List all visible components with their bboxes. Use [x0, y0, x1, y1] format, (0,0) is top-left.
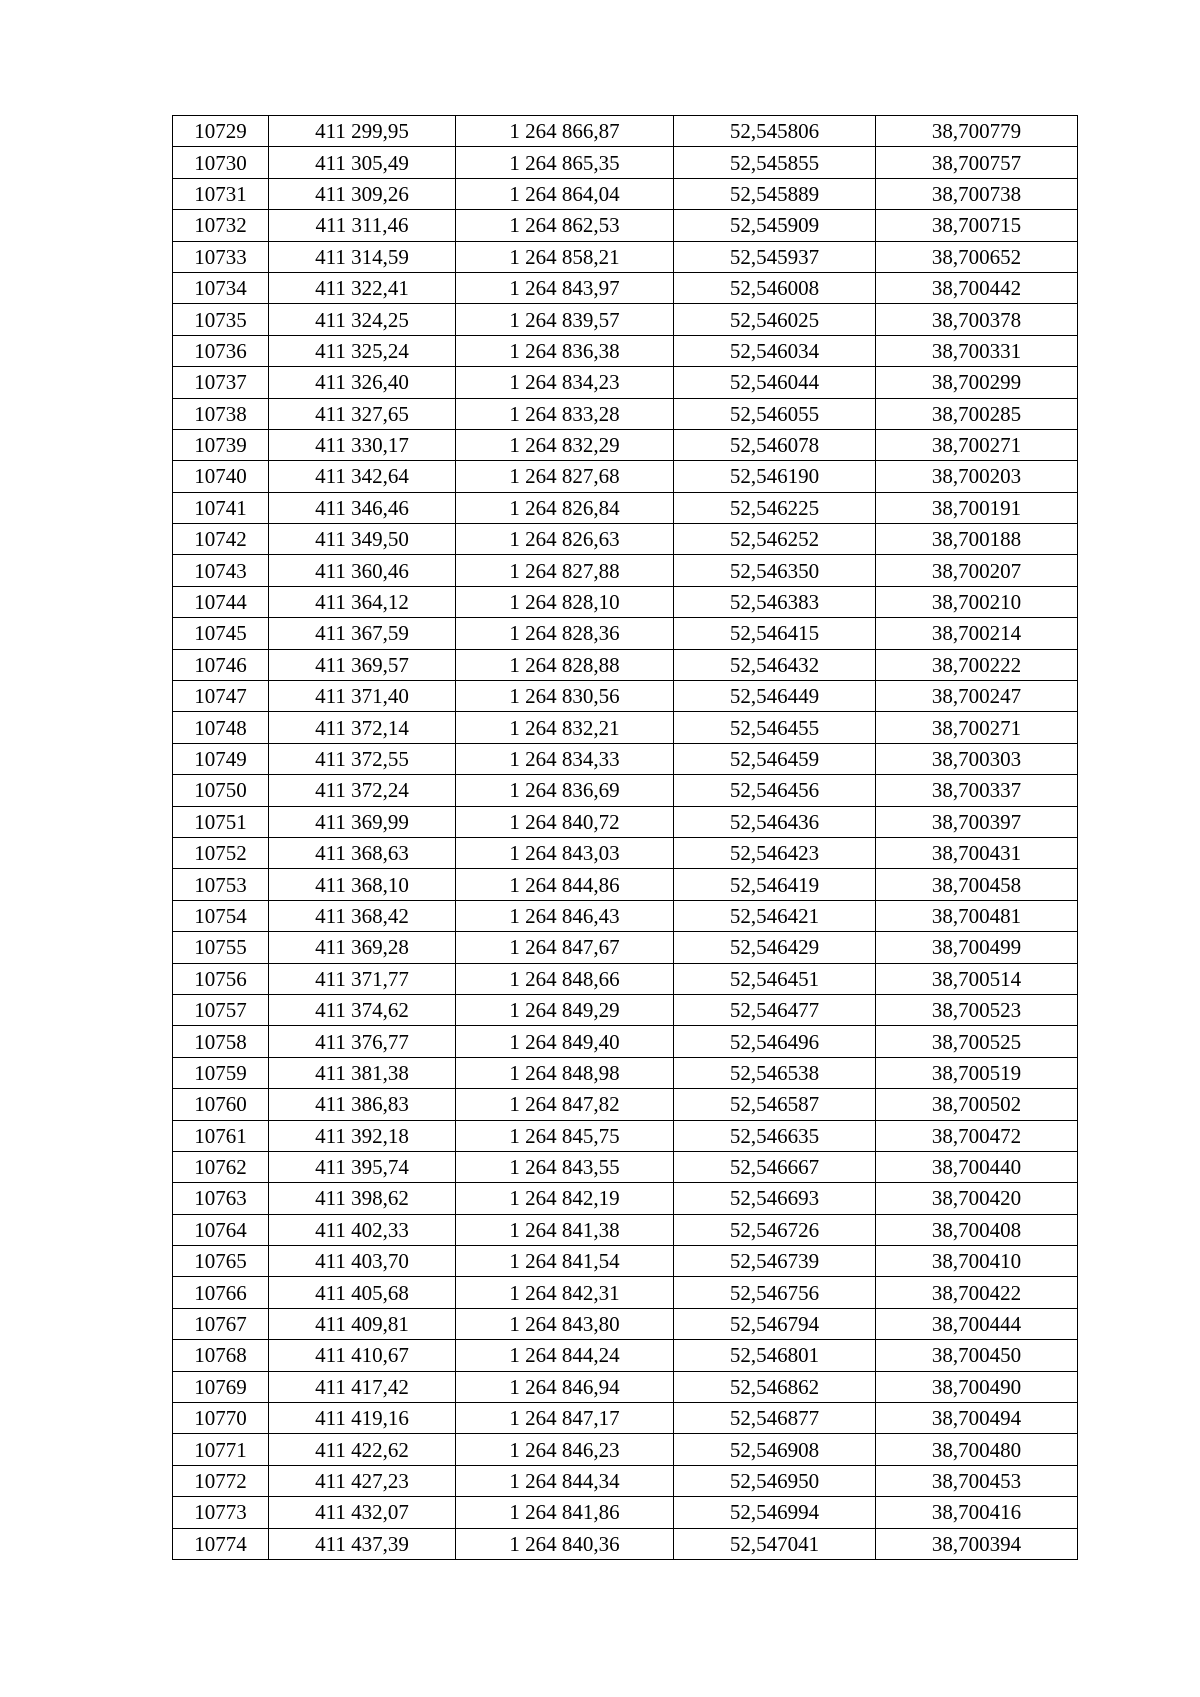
x-coordinate-cell: 411 342,64 — [269, 461, 456, 492]
table-row — [173, 1151, 1078, 1182]
x-coordinate-cell: 411 367,59 — [269, 618, 456, 649]
longitude-cell: 38,700422 — [876, 1277, 1078, 1308]
table-row — [173, 429, 1078, 460]
y-coordinate-cell: 1 264 846,43 — [456, 900, 674, 931]
latitude-cell: 52,546877 — [674, 1403, 876, 1434]
latitude-cell: 52,546950 — [674, 1465, 876, 1496]
point-number-cell: 10774 — [173, 1528, 269, 1559]
latitude-cell: 52,546383 — [674, 586, 876, 617]
x-coordinate-cell: 411 376,77 — [269, 1026, 456, 1057]
table-row — [173, 272, 1078, 303]
y-coordinate-cell: 1 264 826,63 — [456, 524, 674, 555]
y-coordinate-cell: 1 264 843,55 — [456, 1151, 674, 1182]
longitude-cell: 38,700337 — [876, 775, 1078, 806]
table-row — [173, 1214, 1078, 1245]
point-number-cell: 10763 — [173, 1183, 269, 1214]
longitude-cell: 38,700499 — [876, 932, 1078, 963]
table-row — [173, 681, 1078, 712]
point-number-cell: 10764 — [173, 1214, 269, 1245]
x-coordinate-cell: 411 311,46 — [269, 210, 456, 241]
table-row — [173, 1528, 1078, 1559]
longitude-cell: 38,700247 — [876, 681, 1078, 712]
table-row — [173, 1120, 1078, 1151]
y-coordinate-cell: 1 264 843,80 — [456, 1308, 674, 1339]
point-number-cell: 10736 — [173, 335, 269, 366]
point-number-cell: 10739 — [173, 429, 269, 460]
longitude-cell: 38,700444 — [876, 1308, 1078, 1339]
x-coordinate-cell: 411 369,99 — [269, 806, 456, 837]
latitude-cell: 52,546225 — [674, 492, 876, 523]
point-number-cell: 10752 — [173, 837, 269, 868]
latitude-cell: 52,546044 — [674, 367, 876, 398]
y-coordinate-cell: 1 264 847,67 — [456, 932, 674, 963]
point-number-cell: 10762 — [173, 1151, 269, 1182]
table-row — [173, 712, 1078, 743]
y-coordinate-cell: 1 264 836,69 — [456, 775, 674, 806]
point-number-cell: 10735 — [173, 304, 269, 335]
latitude-cell: 52,546451 — [674, 963, 876, 994]
longitude-cell: 38,700214 — [876, 618, 1078, 649]
longitude-cell: 38,700203 — [876, 461, 1078, 492]
y-coordinate-cell: 1 264 832,29 — [456, 429, 674, 460]
longitude-cell: 38,700514 — [876, 963, 1078, 994]
y-coordinate-cell: 1 264 844,86 — [456, 869, 674, 900]
x-coordinate-cell: 411 372,24 — [269, 775, 456, 806]
table-row — [173, 1340, 1078, 1371]
x-coordinate-cell: 411 371,40 — [269, 681, 456, 712]
point-number-cell: 10758 — [173, 1026, 269, 1057]
table-row — [173, 398, 1078, 429]
longitude-cell: 38,700523 — [876, 994, 1078, 1025]
y-coordinate-cell: 1 264 828,88 — [456, 649, 674, 680]
y-coordinate-cell: 1 264 833,28 — [456, 398, 674, 429]
longitude-cell: 38,700416 — [876, 1497, 1078, 1528]
y-coordinate-cell: 1 264 864,04 — [456, 178, 674, 209]
latitude-cell: 52,545806 — [674, 116, 876, 147]
y-coordinate-cell: 1 264 841,38 — [456, 1214, 674, 1245]
x-coordinate-cell: 411 381,38 — [269, 1057, 456, 1088]
latitude-cell: 52,546190 — [674, 461, 876, 492]
x-coordinate-cell: 411 395,74 — [269, 1151, 456, 1182]
y-coordinate-cell: 1 264 844,24 — [456, 1340, 674, 1371]
point-number-cell: 10749 — [173, 743, 269, 774]
x-coordinate-cell: 411 386,83 — [269, 1089, 456, 1120]
table-row — [173, 524, 1078, 555]
table-row — [173, 837, 1078, 868]
point-number-cell: 10772 — [173, 1465, 269, 1496]
latitude-cell: 52,546635 — [674, 1120, 876, 1151]
y-coordinate-cell: 1 264 866,87 — [456, 116, 674, 147]
table-row — [173, 1403, 1078, 1434]
latitude-cell: 52,546862 — [674, 1371, 876, 1402]
point-number-cell: 10730 — [173, 147, 269, 178]
longitude-cell: 38,700303 — [876, 743, 1078, 774]
table-row — [173, 555, 1078, 586]
latitude-cell: 52,546801 — [674, 1340, 876, 1371]
longitude-cell: 38,700420 — [876, 1183, 1078, 1214]
table-row — [173, 1497, 1078, 1528]
point-number-cell: 10729 — [173, 116, 269, 147]
longitude-cell: 38,700440 — [876, 1151, 1078, 1182]
y-coordinate-cell: 1 264 849,29 — [456, 994, 674, 1025]
x-coordinate-cell: 411 368,42 — [269, 900, 456, 931]
latitude-cell: 52,545909 — [674, 210, 876, 241]
table-row — [173, 178, 1078, 209]
longitude-cell: 38,700738 — [876, 178, 1078, 209]
point-number-cell: 10746 — [173, 649, 269, 680]
point-number-cell: 10769 — [173, 1371, 269, 1402]
x-coordinate-cell: 411 305,49 — [269, 147, 456, 178]
longitude-cell: 38,700408 — [876, 1214, 1078, 1245]
longitude-cell: 38,700490 — [876, 1371, 1078, 1402]
latitude-cell: 52,546025 — [674, 304, 876, 335]
y-coordinate-cell: 1 264 843,03 — [456, 837, 674, 868]
longitude-cell: 38,700652 — [876, 241, 1078, 272]
y-coordinate-cell: 1 264 836,38 — [456, 335, 674, 366]
table-row — [173, 147, 1078, 178]
y-coordinate-cell: 1 264 847,17 — [456, 1403, 674, 1434]
y-coordinate-cell: 1 264 827,88 — [456, 555, 674, 586]
point-number-cell: 10756 — [173, 963, 269, 994]
x-coordinate-cell: 411 372,55 — [269, 743, 456, 774]
table-row — [173, 1434, 1078, 1465]
latitude-cell: 52,546432 — [674, 649, 876, 680]
x-coordinate-cell: 411 398,62 — [269, 1183, 456, 1214]
point-number-cell: 10751 — [173, 806, 269, 837]
table-row — [173, 649, 1078, 680]
longitude-cell: 38,700494 — [876, 1403, 1078, 1434]
latitude-cell: 52,546429 — [674, 932, 876, 963]
x-coordinate-cell: 411 364,12 — [269, 586, 456, 617]
y-coordinate-cell: 1 264 848,66 — [456, 963, 674, 994]
x-coordinate-cell: 411 437,39 — [269, 1528, 456, 1559]
y-coordinate-cell: 1 264 834,33 — [456, 743, 674, 774]
point-number-cell: 10755 — [173, 932, 269, 963]
table-row — [173, 1057, 1078, 1088]
point-number-cell: 10773 — [173, 1497, 269, 1528]
latitude-cell: 52,545889 — [674, 178, 876, 209]
x-coordinate-cell: 411 349,50 — [269, 524, 456, 555]
latitude-cell: 52,546415 — [674, 618, 876, 649]
y-coordinate-cell: 1 264 840,72 — [456, 806, 674, 837]
y-coordinate-cell: 1 264 862,53 — [456, 210, 674, 241]
coordinates-table-body — [173, 116, 1078, 1560]
x-coordinate-cell: 411 372,14 — [269, 712, 456, 743]
table-row — [173, 963, 1078, 994]
point-number-cell: 10745 — [173, 618, 269, 649]
longitude-cell: 38,700481 — [876, 900, 1078, 931]
y-coordinate-cell: 1 264 849,40 — [456, 1026, 674, 1057]
y-coordinate-cell: 1 264 828,10 — [456, 586, 674, 617]
longitude-cell: 38,700222 — [876, 649, 1078, 680]
point-number-cell: 10732 — [173, 210, 269, 241]
table-row — [173, 1308, 1078, 1339]
y-coordinate-cell: 1 264 846,94 — [456, 1371, 674, 1402]
longitude-cell: 38,700397 — [876, 806, 1078, 837]
latitude-cell: 52,546994 — [674, 1497, 876, 1528]
table-row — [173, 900, 1078, 931]
longitude-cell: 38,700271 — [876, 712, 1078, 743]
y-coordinate-cell: 1 264 847,82 — [456, 1089, 674, 1120]
latitude-cell: 52,546908 — [674, 1434, 876, 1465]
x-coordinate-cell: 411 368,63 — [269, 837, 456, 868]
latitude-cell: 52,546252 — [674, 524, 876, 555]
x-coordinate-cell: 411 299,95 — [269, 116, 456, 147]
table-row — [173, 304, 1078, 335]
x-coordinate-cell: 411 330,17 — [269, 429, 456, 460]
table-row — [173, 492, 1078, 523]
longitude-cell: 38,700285 — [876, 398, 1078, 429]
y-coordinate-cell: 1 264 827,68 — [456, 461, 674, 492]
latitude-cell: 52,546496 — [674, 1026, 876, 1057]
latitude-cell: 52,546078 — [674, 429, 876, 460]
y-coordinate-cell: 1 264 832,21 — [456, 712, 674, 743]
longitude-cell: 38,700472 — [876, 1120, 1078, 1151]
latitude-cell: 52,546587 — [674, 1089, 876, 1120]
latitude-cell: 52,546421 — [674, 900, 876, 931]
latitude-cell: 52,546455 — [674, 712, 876, 743]
latitude-cell: 52,546034 — [674, 335, 876, 366]
point-number-cell: 10740 — [173, 461, 269, 492]
table-row — [173, 241, 1078, 272]
x-coordinate-cell: 411 422,62 — [269, 1434, 456, 1465]
y-coordinate-cell: 1 264 841,54 — [456, 1246, 674, 1277]
x-coordinate-cell: 411 419,16 — [269, 1403, 456, 1434]
x-coordinate-cell: 411 374,62 — [269, 994, 456, 1025]
table-row — [173, 1183, 1078, 1214]
x-coordinate-cell: 411 369,28 — [269, 932, 456, 963]
table-row — [173, 461, 1078, 492]
y-coordinate-cell: 1 264 840,36 — [456, 1528, 674, 1559]
point-number-cell: 10734 — [173, 272, 269, 303]
x-coordinate-cell: 411 403,70 — [269, 1246, 456, 1277]
y-coordinate-cell: 1 264 839,57 — [456, 304, 674, 335]
y-coordinate-cell: 1 264 834,23 — [456, 367, 674, 398]
table-row — [173, 994, 1078, 1025]
y-coordinate-cell: 1 264 841,86 — [456, 1497, 674, 1528]
table-row — [173, 743, 1078, 774]
point-number-cell: 10731 — [173, 178, 269, 209]
latitude-cell: 52,546693 — [674, 1183, 876, 1214]
coordinates-table — [172, 115, 1078, 1560]
latitude-cell: 52,546419 — [674, 869, 876, 900]
longitude-cell: 38,700458 — [876, 869, 1078, 900]
longitude-cell: 38,700299 — [876, 367, 1078, 398]
point-number-cell: 10757 — [173, 994, 269, 1025]
y-coordinate-cell: 1 264 844,34 — [456, 1465, 674, 1496]
point-number-cell: 10733 — [173, 241, 269, 272]
point-number-cell: 10761 — [173, 1120, 269, 1151]
x-coordinate-cell: 411 409,81 — [269, 1308, 456, 1339]
point-number-cell: 10770 — [173, 1403, 269, 1434]
point-number-cell: 10748 — [173, 712, 269, 743]
longitude-cell: 38,700453 — [876, 1465, 1078, 1496]
latitude-cell: 52,546739 — [674, 1246, 876, 1277]
y-coordinate-cell: 1 264 842,19 — [456, 1183, 674, 1214]
longitude-cell: 38,700207 — [876, 555, 1078, 586]
longitude-cell: 38,700271 — [876, 429, 1078, 460]
y-coordinate-cell: 1 264 828,36 — [456, 618, 674, 649]
longitude-cell: 38,700715 — [876, 210, 1078, 241]
x-coordinate-cell: 411 368,10 — [269, 869, 456, 900]
latitude-cell: 52,545937 — [674, 241, 876, 272]
table-row — [173, 1089, 1078, 1120]
point-number-cell: 10741 — [173, 492, 269, 523]
table-row — [173, 586, 1078, 617]
x-coordinate-cell: 411 309,26 — [269, 178, 456, 209]
point-number-cell: 10754 — [173, 900, 269, 931]
longitude-cell: 38,700779 — [876, 116, 1078, 147]
y-coordinate-cell: 1 264 845,75 — [456, 1120, 674, 1151]
latitude-cell: 52,546726 — [674, 1214, 876, 1245]
point-number-cell: 10765 — [173, 1246, 269, 1277]
latitude-cell: 52,546459 — [674, 743, 876, 774]
point-number-cell: 10738 — [173, 398, 269, 429]
longitude-cell: 38,700757 — [876, 147, 1078, 178]
longitude-cell: 38,700410 — [876, 1246, 1078, 1277]
latitude-cell: 52,546436 — [674, 806, 876, 837]
latitude-cell: 52,546423 — [674, 837, 876, 868]
table-row — [173, 1026, 1078, 1057]
longitude-cell: 38,700191 — [876, 492, 1078, 523]
table-row — [173, 775, 1078, 806]
table-row — [173, 335, 1078, 366]
y-coordinate-cell: 1 264 843,97 — [456, 272, 674, 303]
longitude-cell: 38,700431 — [876, 837, 1078, 868]
latitude-cell: 52,547041 — [674, 1528, 876, 1559]
y-coordinate-cell: 1 264 830,56 — [456, 681, 674, 712]
longitude-cell: 38,700450 — [876, 1340, 1078, 1371]
x-coordinate-cell: 411 369,57 — [269, 649, 456, 680]
table-row — [173, 116, 1078, 147]
table-row — [173, 932, 1078, 963]
table-row — [173, 367, 1078, 398]
table-row — [173, 1465, 1078, 1496]
x-coordinate-cell: 411 360,46 — [269, 555, 456, 586]
table-row — [173, 1277, 1078, 1308]
x-coordinate-cell: 411 410,67 — [269, 1340, 456, 1371]
longitude-cell: 38,700394 — [876, 1528, 1078, 1559]
latitude-cell: 52,546449 — [674, 681, 876, 712]
longitude-cell: 38,700188 — [876, 524, 1078, 555]
table-row — [173, 1246, 1078, 1277]
table-row — [173, 210, 1078, 241]
x-coordinate-cell: 411 346,46 — [269, 492, 456, 523]
x-coordinate-cell: 411 371,77 — [269, 963, 456, 994]
latitude-cell: 52,546538 — [674, 1057, 876, 1088]
longitude-cell: 38,700502 — [876, 1089, 1078, 1120]
latitude-cell: 52,546756 — [674, 1277, 876, 1308]
point-number-cell: 10759 — [173, 1057, 269, 1088]
longitude-cell: 38,700442 — [876, 272, 1078, 303]
point-number-cell: 10750 — [173, 775, 269, 806]
point-number-cell: 10753 — [173, 869, 269, 900]
x-coordinate-cell: 411 402,33 — [269, 1214, 456, 1245]
latitude-cell: 52,546456 — [674, 775, 876, 806]
x-coordinate-cell: 411 322,41 — [269, 272, 456, 303]
point-number-cell: 10768 — [173, 1340, 269, 1371]
longitude-cell: 38,700378 — [876, 304, 1078, 335]
x-coordinate-cell: 411 392,18 — [269, 1120, 456, 1151]
x-coordinate-cell: 411 432,07 — [269, 1497, 456, 1528]
table-row — [173, 806, 1078, 837]
x-coordinate-cell: 411 417,42 — [269, 1371, 456, 1402]
y-coordinate-cell: 1 264 842,31 — [456, 1277, 674, 1308]
point-number-cell: 10743 — [173, 555, 269, 586]
point-number-cell: 10747 — [173, 681, 269, 712]
longitude-cell: 38,700480 — [876, 1434, 1078, 1465]
y-coordinate-cell: 1 264 858,21 — [456, 241, 674, 272]
latitude-cell: 52,546008 — [674, 272, 876, 303]
latitude-cell: 52,546667 — [674, 1151, 876, 1182]
longitude-cell: 38,700525 — [876, 1026, 1078, 1057]
y-coordinate-cell: 1 264 846,23 — [456, 1434, 674, 1465]
x-coordinate-cell: 411 326,40 — [269, 367, 456, 398]
table-row — [173, 869, 1078, 900]
x-coordinate-cell: 411 327,65 — [269, 398, 456, 429]
y-coordinate-cell: 1 264 848,98 — [456, 1057, 674, 1088]
point-number-cell: 10742 — [173, 524, 269, 555]
latitude-cell: 52,545855 — [674, 147, 876, 178]
x-coordinate-cell: 411 427,23 — [269, 1465, 456, 1496]
longitude-cell: 38,700331 — [876, 335, 1078, 366]
point-number-cell: 10760 — [173, 1089, 269, 1120]
x-coordinate-cell: 411 324,25 — [269, 304, 456, 335]
y-coordinate-cell: 1 264 826,84 — [456, 492, 674, 523]
point-number-cell: 10771 — [173, 1434, 269, 1465]
x-coordinate-cell: 411 325,24 — [269, 335, 456, 366]
x-coordinate-cell: 411 405,68 — [269, 1277, 456, 1308]
point-number-cell: 10737 — [173, 367, 269, 398]
table-row — [173, 1371, 1078, 1402]
point-number-cell: 10767 — [173, 1308, 269, 1339]
x-coordinate-cell: 411 314,59 — [269, 241, 456, 272]
latitude-cell: 52,546350 — [674, 555, 876, 586]
latitude-cell: 52,546055 — [674, 398, 876, 429]
longitude-cell: 38,700519 — [876, 1057, 1078, 1088]
longitude-cell: 38,700210 — [876, 586, 1078, 617]
point-number-cell: 10744 — [173, 586, 269, 617]
y-coordinate-cell: 1 264 865,35 — [456, 147, 674, 178]
point-number-cell: 10766 — [173, 1277, 269, 1308]
latitude-cell: 52,546477 — [674, 994, 876, 1025]
table-row — [173, 618, 1078, 649]
latitude-cell: 52,546794 — [674, 1308, 876, 1339]
